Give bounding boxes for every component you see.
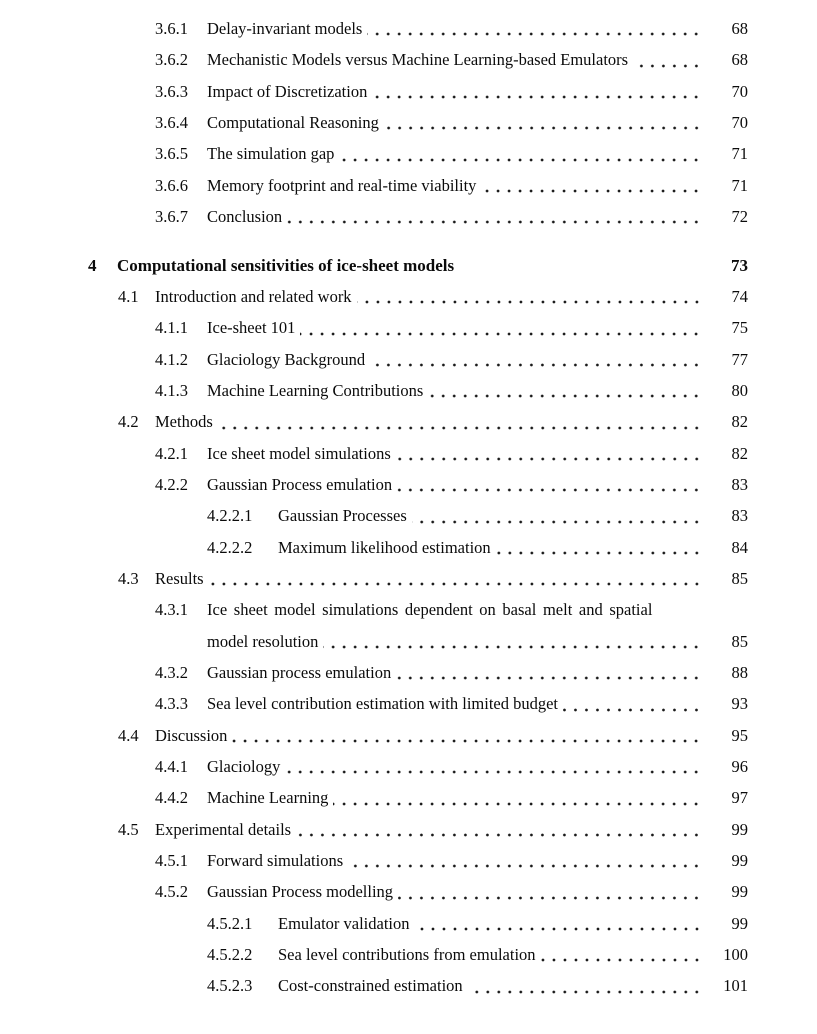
- toc-entry-number: 3.6.3: [155, 81, 188, 101]
- toc-entry-number: 4.2: [118, 412, 139, 432]
- toc-entry-number: 4.1: [118, 287, 139, 307]
- toc-entry-number: 4.1.2: [155, 349, 188, 369]
- toc-entry[interactable]: [88, 845, 748, 876]
- toc-entry-title: Maximum likelihood estimation: [278, 537, 491, 557]
- toc-entry-page-number: 82: [731, 412, 748, 432]
- toc-entry-title: Glaciology: [207, 757, 281, 777]
- dot-leader: [323, 626, 702, 657]
- toc-entry-page-number: 72: [731, 206, 748, 226]
- dot-leader: [339, 138, 702, 169]
- toc-entry-number: 4.5.2.1: [207, 913, 253, 933]
- toc-entry-number: 4.5.2.2: [207, 945, 253, 965]
- toc-entry-title: The simulation gap: [207, 144, 335, 164]
- toc-entry-title: Emulator validation: [278, 913, 410, 933]
- toc-entry-number: 4.2.2.2: [207, 537, 253, 557]
- toc-entry-title: Impact of Discretization: [207, 81, 368, 101]
- dot-leader: [398, 876, 702, 907]
- toc-entry[interactable]: [88, 281, 748, 312]
- toc-entry-page-number: 85: [731, 631, 748, 651]
- toc-entry-title: Gaussian Process modelling: [207, 882, 394, 902]
- toc-entry[interactable]: [88, 500, 748, 531]
- toc-list: [88, 0, 748, 1002]
- toc-entry[interactable]: [88, 970, 748, 1001]
- toc-entry[interactable]: [88, 563, 748, 594]
- toc-entry-number: 4.5: [118, 819, 139, 839]
- dot-leader: [563, 688, 702, 719]
- toc-entry-page-number: 74: [731, 287, 748, 307]
- toc-entry-number: 3.6.4: [155, 112, 188, 132]
- toc-entry-title: Results: [155, 569, 204, 589]
- toc-entry[interactable]: [88, 688, 748, 719]
- toc-entry-number: 4.2.1: [155, 443, 188, 463]
- toc-entry-title: Conclusion: [207, 206, 283, 226]
- toc-entry-page-number: 73: [731, 255, 748, 275]
- toc-entry-page-number: 80: [731, 381, 748, 401]
- toc-entry[interactable]: [88, 44, 748, 75]
- dot-leader: [415, 908, 702, 939]
- toc-entry-title: Introduction and related work: [155, 287, 352, 307]
- toc-entry-page-number: 75: [731, 318, 748, 338]
- toc-entry-page-number: 71: [731, 175, 748, 195]
- dot-leader: [633, 44, 702, 75]
- dot-leader: [468, 970, 702, 1001]
- toc-entry-page-number: 70: [731, 112, 748, 132]
- toc-entry-number: 4.2.2.1: [207, 506, 253, 526]
- toc-entry-title: Sea level contributions from emulation: [278, 945, 536, 965]
- toc-entry-title: Gaussian Process emulation: [207, 475, 393, 495]
- toc-entry-page-number: 83: [731, 506, 748, 526]
- dot-leader: [300, 312, 702, 343]
- toc-entry-number: 4.3.1: [155, 600, 188, 620]
- dot-leader: [209, 563, 702, 594]
- dot-leader: [232, 720, 702, 751]
- toc-entry[interactable]: [88, 406, 748, 437]
- dot-leader: [367, 13, 702, 44]
- toc-entry-title: Experimental details: [155, 819, 292, 839]
- dot-leader: [412, 500, 702, 531]
- toc-entry-number-spacer: [155, 626, 207, 657]
- toc-entry-title: Delay-invariant models: [207, 19, 363, 38]
- toc-entry-page-number: 96: [731, 757, 748, 777]
- toc-entry[interactable]: [88, 312, 748, 343]
- toc-entry[interactable]: [88, 594, 748, 625]
- dot-leader: [396, 438, 702, 469]
- toc-entry[interactable]: [88, 438, 748, 469]
- dot-leader: [396, 657, 702, 688]
- toc-entry[interactable]: [88, 375, 748, 406]
- toc-entry-number: 4.5.2.3: [207, 976, 253, 996]
- toc-entry-number: 4.1.1: [155, 318, 188, 338]
- toc-entry-title: Gaussian Processes: [278, 506, 407, 526]
- toc-entry-title: Computational sensitivities of ice-sheet models: [117, 255, 455, 275]
- dot-leader: [348, 845, 702, 876]
- dot-leader: [459, 250, 702, 281]
- toc-entry-title: Gaussian process emulation: [207, 663, 392, 683]
- toc-entry-title: Sea level contribution estimation with limited budget: [207, 694, 559, 714]
- toc-entry-title-continuation: model resolution: [207, 631, 319, 651]
- toc-entry-page-number: 100: [723, 945, 748, 965]
- toc-entry-page-number: 68: [731, 50, 748, 70]
- toc-entry-number: 3.6.6: [155, 175, 188, 195]
- dot-leader: [333, 782, 702, 813]
- toc-entry-number: 3.6.7: [155, 206, 188, 226]
- toc-entry[interactable]: [88, 76, 748, 107]
- toc-entry-title: Glaciology Background: [207, 349, 366, 369]
- dot-leader: [372, 76, 702, 107]
- toc-entry[interactable]: [88, 13, 748, 44]
- toc-entry[interactable]: [88, 908, 748, 939]
- toc-entry-number: 3.6.2: [155, 50, 188, 70]
- toc-entry[interactable]: [88, 138, 748, 169]
- toc-entry-title: Mechanistic Models versus Machine Learning-based Emulators: [207, 50, 629, 70]
- toc-entry[interactable]: [88, 782, 748, 813]
- toc-entry[interactable]: [88, 720, 748, 751]
- toc-entry-page-number: 99: [731, 913, 748, 933]
- toc-entry-page-number: 83: [731, 475, 748, 495]
- toc-entry-title: Methods: [155, 412, 213, 432]
- toc-entry[interactable]: [88, 657, 748, 688]
- toc-entry-number: 4.3.3: [155, 694, 188, 714]
- toc-entry-number: 4.4.1: [155, 757, 188, 777]
- toc-entry-number: 3.6.5: [155, 144, 188, 164]
- dot-leader: [481, 170, 702, 201]
- toc-entry-page-number: 99: [731, 882, 748, 902]
- dot-leader: [287, 201, 702, 232]
- toc-entry-title: Ice-sheet 101: [207, 318, 296, 338]
- dot-leader: [296, 814, 702, 845]
- dot-leader: [370, 344, 702, 375]
- toc-entry-number: 4.4: [118, 725, 139, 745]
- toc-entry[interactable]: [88, 876, 748, 907]
- toc-entry-title: Cost-constrained estimation: [278, 976, 463, 996]
- toc-entry-page-number: 97: [731, 788, 748, 808]
- toc-entry-page-number: 68: [731, 19, 748, 38]
- toc-entry-title: Ice sheet model simulations: [207, 443, 391, 463]
- toc-entry-number: 3.6.1: [155, 19, 188, 38]
- toc-entry-page-number: 99: [731, 851, 748, 871]
- toc-entry-page-number: 99: [731, 819, 748, 839]
- dot-leader: [285, 751, 702, 782]
- toc-entry-number: 4.5.2: [155, 882, 188, 902]
- toc-entry[interactable]: [88, 626, 748, 657]
- toc-entry[interactable]: [88, 344, 748, 375]
- toc-entry-title: Machine Learning: [207, 788, 329, 808]
- toc-entry-number: 4.4.2: [155, 788, 188, 808]
- toc-entry-number: 4.3: [118, 569, 139, 589]
- toc-entry-title: Computational Reasoning: [207, 112, 379, 132]
- toc-entry-number: 4.3.2: [155, 663, 188, 683]
- dot-leader: [397, 469, 702, 500]
- toc-entry-page-number: 70: [731, 81, 748, 101]
- toc-entry-title: Memory footprint and real-time viability: [207, 175, 477, 195]
- dot-leader: [428, 375, 702, 406]
- toc-entry-page-number: 101: [723, 976, 748, 996]
- toc-entry[interactable]: [88, 751, 748, 782]
- dot-leader: [357, 281, 702, 312]
- toc-entry[interactable]: [88, 170, 748, 201]
- toc-entry-title: Forward simulations: [207, 851, 344, 871]
- toc-entry-page-number: 82: [731, 443, 748, 463]
- dot-leader: [384, 107, 702, 138]
- toc-entry-page-number: 71: [731, 144, 748, 164]
- toc-entry-page-number: 84: [731, 537, 748, 557]
- dot-leader: [218, 406, 702, 437]
- toc-entry[interactable]: [88, 107, 748, 138]
- toc-entry-title: Discussion: [155, 725, 228, 745]
- toc-entry-title: Ice sheet model simulations dependent on basal melt and spatial: [207, 600, 653, 620]
- toc-entry[interactable]: [88, 250, 748, 281]
- toc-entry[interactable]: [88, 814, 748, 845]
- toc-entry[interactable]: [88, 939, 748, 970]
- toc-entry[interactable]: [88, 201, 748, 232]
- toc-entry-number: 4.5.1: [155, 851, 188, 871]
- toc-entry[interactable]: [88, 469, 748, 500]
- toc-entry-page-number: 88: [731, 663, 748, 683]
- toc-entry-title: Machine Learning Contributions: [207, 381, 424, 401]
- dot-leader: [541, 939, 702, 970]
- toc-entry-number: 4.1.3: [155, 381, 188, 401]
- toc-entry-number: 4.2.2: [155, 475, 188, 495]
- toc-entry-page-number: 85: [731, 569, 748, 589]
- toc-entry-page-number: 77: [731, 349, 748, 369]
- toc-entry-number: 4: [88, 255, 97, 275]
- toc-entry-page-number: 93: [731, 694, 748, 714]
- toc-entry-page-number: 95: [731, 725, 748, 745]
- dot-leader: [496, 532, 702, 563]
- toc-entry[interactable]: [88, 532, 748, 563]
